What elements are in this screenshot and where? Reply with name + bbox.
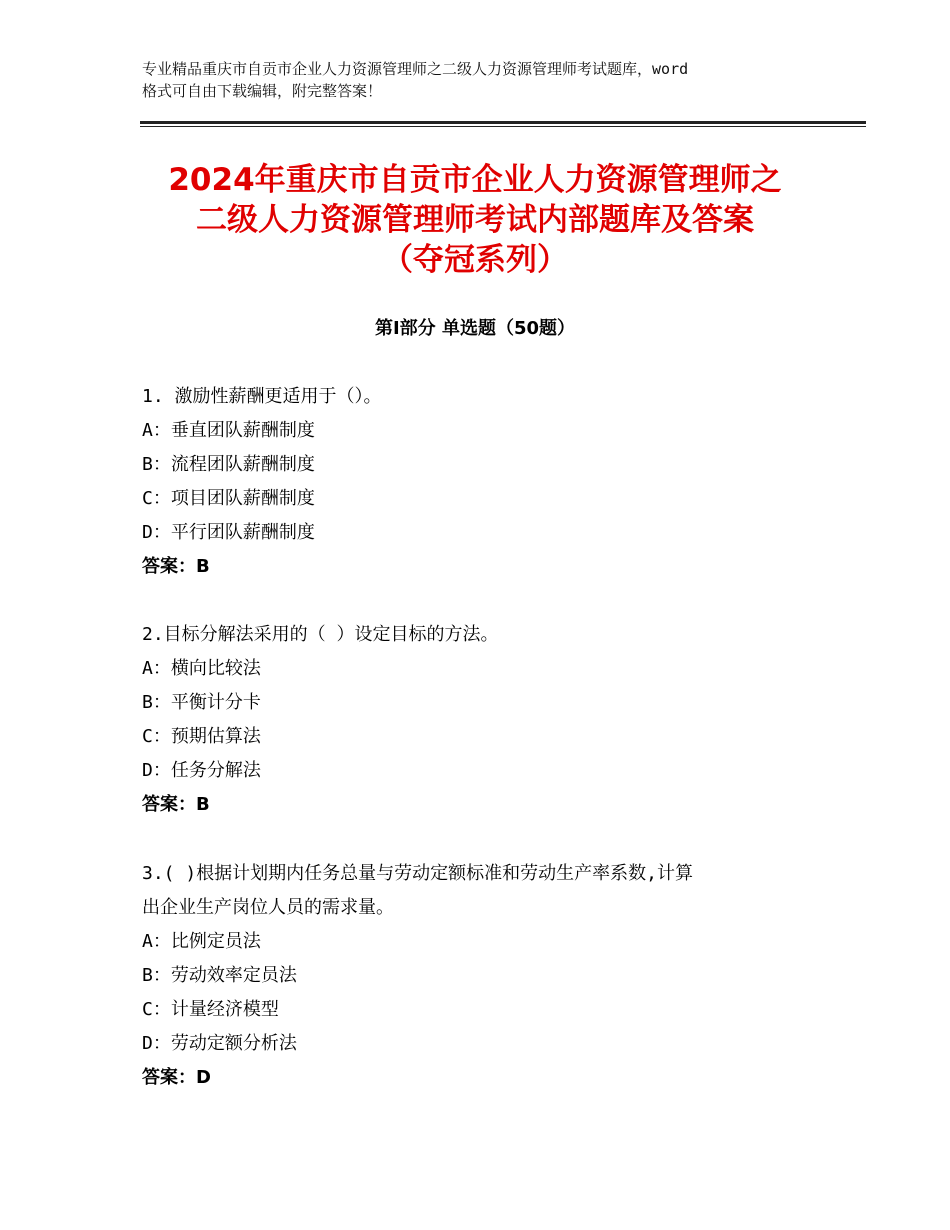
option-b: B：流程团队薪酬制度 [142,454,315,475]
option-a: A：垂直团队薪酬制度 [142,420,315,441]
title-line-3: （夺冠系列） [382,242,568,278]
option-d: D：平行团队薪酬制度 [142,522,315,543]
option-b: B：平衡计分卡 [142,692,261,713]
option-a: A：比例定员法 [142,931,261,952]
option-d: D：劳动定额分析法 [142,1033,297,1054]
section-title: 第Ⅰ部分 单选题（50题） [374,318,575,339]
option-c: C：预期估算法 [142,726,261,747]
question-stem: 1. 激励性薪酬更适用于（）。 [142,386,382,407]
header-note-line-1: 专业精品重庆市自贡市企业人力资源管理师之二级人力资源管理师考试题库，word [142,60,689,78]
question-block-2 [142,618,832,822]
title-line-2: 二级人力资源管理师考试内部题库及答案 [196,202,754,238]
question-block-1 [142,380,832,584]
question-stem-line-1: 3.( )根据计划期内任务总量与劳动定额标准和劳动生产率系数,计算 [142,863,694,884]
header-divider-thin [140,126,866,127]
header-divider-thick [140,121,866,124]
header-note-line-2: 格式可自由下载编辑，附完整答案！ [142,82,383,100]
document-title [120,160,830,280]
option-c: C：项目团队薪酬制度 [142,488,315,509]
question-stem: 2.目标分解法采用的（ ）设定目标的方法。 [142,624,499,645]
question-block-3 [142,857,832,1095]
header-note [142,58,822,102]
answer: 答案：B [142,794,210,815]
title-line-1: 2024年重庆市自贡市企业人力资源管理师之 [168,162,782,198]
option-d: D：任务分解法 [142,760,261,781]
question-stem-line-2: 出企业生产岗位人员的需求量。 [142,897,394,918]
option-a: A：横向比较法 [142,658,261,679]
answer: 答案：D [142,1067,211,1088]
option-b: B：劳动效率定员法 [142,965,297,986]
answer: 答案：B [142,556,210,577]
option-c: C：计量经济模型 [142,999,279,1020]
